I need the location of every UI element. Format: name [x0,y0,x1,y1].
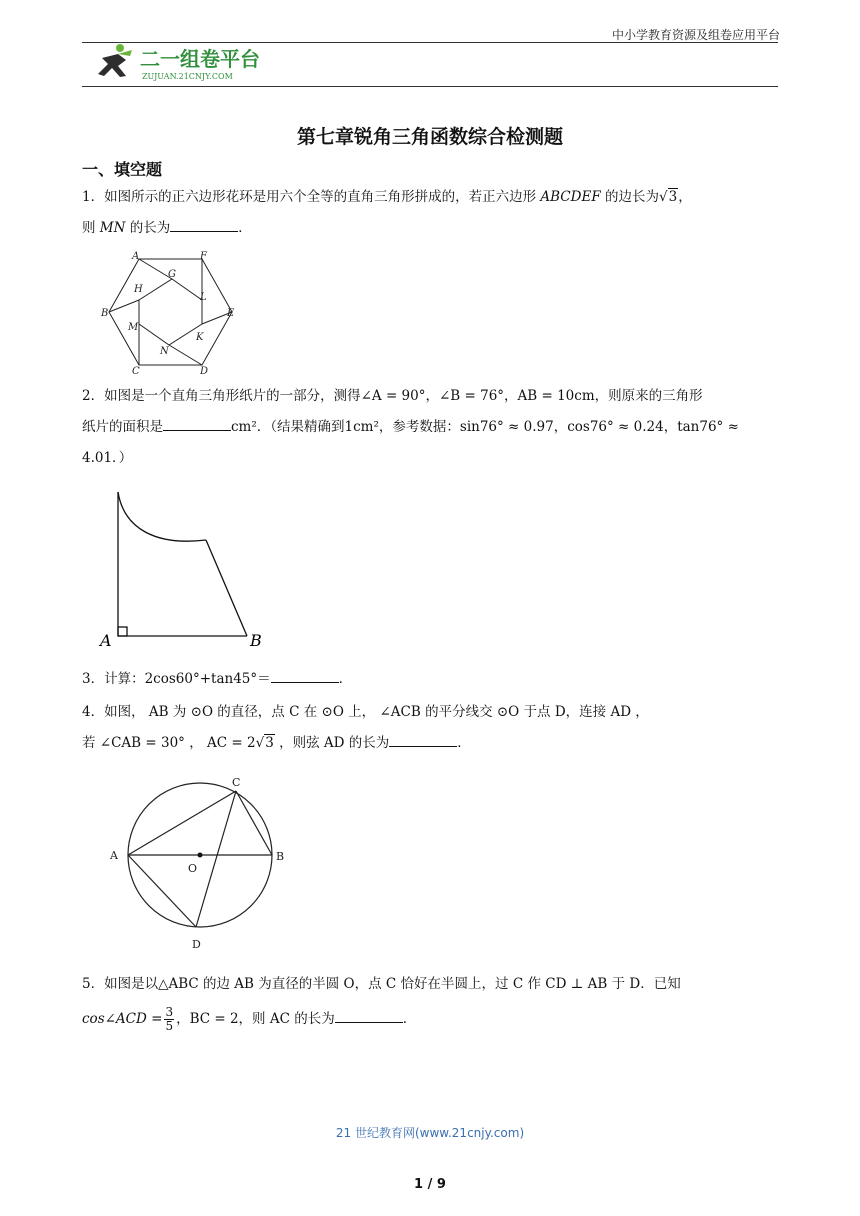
label-F: F [200,251,207,262]
site-logo [92,42,292,84]
answer-blank-5[interactable] [335,1008,403,1023]
label-C: C [232,776,241,789]
answer-blank-3[interactable] [271,668,339,683]
answer-blank-2[interactable] [163,416,231,431]
paper-triangle-figure [96,484,276,650]
logo-url: ZUJUAN.21CNJY.COM [142,72,233,81]
platform-name: 中小学教育资源及组卷应用平台 [611,28,780,42]
label-A: A [100,631,112,650]
label-O: O [188,862,198,875]
label-D: D [192,938,201,951]
label-D: D [200,366,209,376]
hexagon-figure [98,248,248,376]
label-L: L [200,292,207,303]
header-rule-bottom [82,86,778,87]
footer-link[interactable]: 21 世纪教育网(www.21cnjy.com) [335,1126,525,1140]
label-H: H [134,284,143,295]
label-A: A [110,849,118,862]
answer-blank-1[interactable] [170,217,238,232]
label-A: A [132,251,140,262]
label-K: K [196,332,204,343]
answer-blank-4[interactable] [389,732,457,747]
page-number: 1 / 9 [414,1177,446,1192]
runner-icon [98,44,132,77]
label-N: N [160,346,169,357]
page-title: 第七章锐角三角函数综合检测题 [296,126,563,148]
center-dot [198,853,203,858]
question-4: 4．如图， AB 为 ⊙O 的直径，点 C 在 ⊙O 上， ∠ACB 的平分线交 ⊙O 于点 D，连接 AD ， 若 ∠CAB = 30° ， AC = 2√3 ，则弦 AD 的长为 ． [82,704,649,751]
question-3: 3．计算：2cos60°+tan45°＝ ． [82,664,782,695]
label-B: B [250,631,262,650]
fraction: $\frac{3}{5}$ [165,1005,174,1033]
question-2: 2．如图是一个直角三角形纸片的一部分，测得∠A = 90°，∠B = 76°，AB = 10cm，则原来的三角形 纸片的面积是 cm²．（结果精确到1cm²，参考数据：sin76° ≈ 0.97，cos76° ≈ 0.24，tan76° ≈ 4.01．） [82,388,739,466]
label-B: B [101,308,109,319]
label-E: E [227,308,235,319]
circle-figure [104,774,294,954]
label-G: G [168,269,176,280]
label-C: C [132,366,140,376]
logo-text: 二一组卷平台 [140,47,260,71]
section-heading: 一、填空题 [82,160,163,179]
label-M: M [128,322,139,333]
question-5: 5．如图是以△ABC 的边 AB 为直径的半圆 O，点 C 恰好在半圆上，过 C 作 CD ⊥ AB 于 D．已知 cos∠ACD = $\frac{3}{5}$ ，BC = 2，则 AC 的长为 ． [82,976,681,1033]
question-1: 1．如图所示的正六边形花环是用六个全等的直角三角形拼成的，若正六边形 ABCDEF 的边长为√3， 则 MN 的长为 ． [82,189,692,236]
label-B: B [276,850,285,863]
